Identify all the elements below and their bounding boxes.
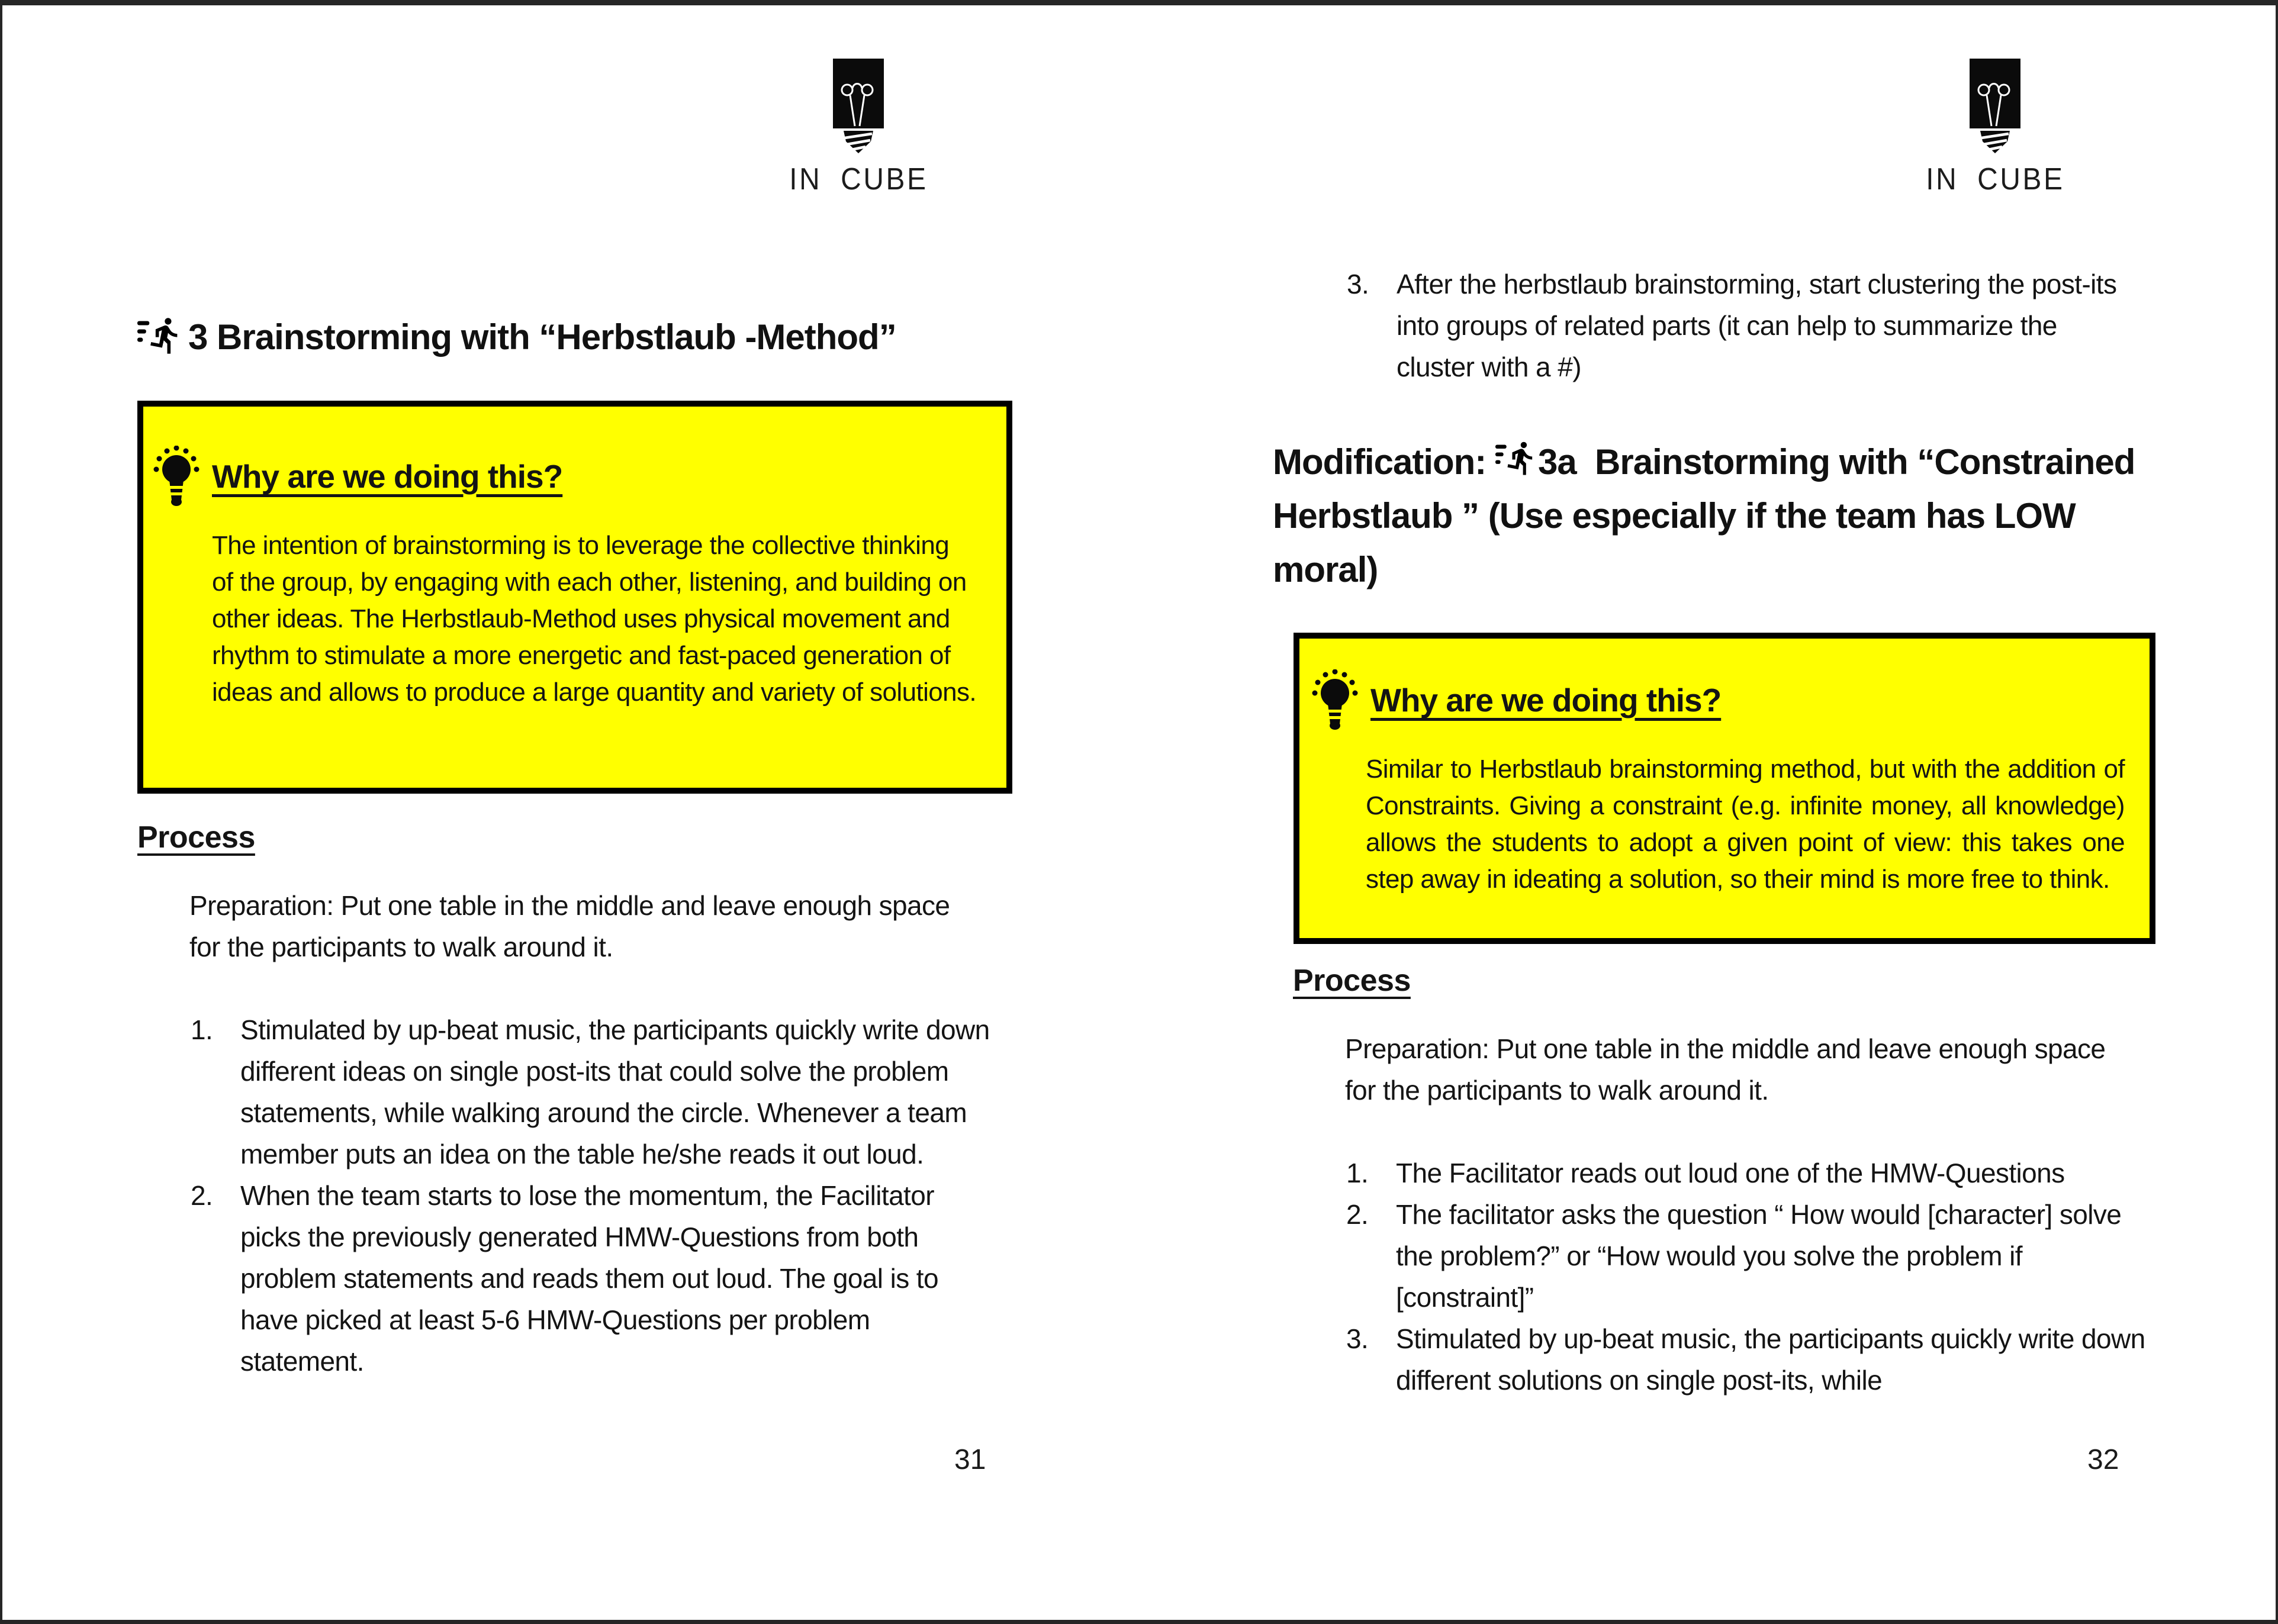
incube-logo bbox=[1919, 59, 2071, 197]
step-number: 2. bbox=[1346, 1199, 1369, 1230]
page-number: 31 bbox=[954, 1444, 986, 1475]
process-heading: Process bbox=[137, 820, 255, 855]
incube-lightbulb-logo-icon bbox=[829, 59, 888, 156]
incube-logo-text: IN CUBE bbox=[789, 162, 928, 196]
section-title-text: 3 Brainstorming with “Herbstlaub -Method” bbox=[188, 317, 896, 357]
step-text: After the herbstlaub brainstorming, start clustering the post-its into groups of related parts (it can help to summarize the cluster with a #) bbox=[1397, 269, 2124, 382]
why-box-body: The intention of brainstorming is to leverage the collective thinking of the group, by engaging with each other, listening, and building on other ideas. The Herbstlaub-Method uses physical movement and rhythm to stimulate a more energetic and fast-paced generation of ideas and allows to produce a large quantity and variety of solutions. bbox=[212, 531, 977, 707]
process-heading: Process bbox=[1293, 964, 1411, 998]
why-box bbox=[137, 401, 1012, 794]
why-box-header bbox=[153, 446, 977, 507]
page-32 bbox=[1139, 5, 2278, 1624]
step-text: The facilitator asks the question “ How would [character] solve the problem?” or “How would you solve the problem if [constraint]” bbox=[1396, 1199, 2129, 1313]
runner-icon bbox=[137, 314, 184, 359]
page-31 bbox=[2, 5, 1141, 1624]
why-box-body: Similar to Herbstlaub brainstorming method, but with the addition of Constraints. Giving a constraint (e.g. infinite money, all knowledge) allows the students to adopt a given point of view: this takes one step away in ideating a solution, so their mind is more free to think. bbox=[1366, 755, 2132, 894]
step-text: When the team starts to lose the momentum, the Facilitator picks the previously generated HMW-Questions from both problem statements and reads them out loud. The goal is to have picked at least 5-6 HMW-Questions per problem statement. bbox=[240, 1180, 946, 1377]
step-text: Stimulated by up-beat music, the participants quickly write down different ideas on single post-its that could solve the problem statements, while walking around the circle. Whenever a team member puts an idea on the table he/she reads it out loud. bbox=[240, 1014, 997, 1169]
process-section bbox=[1293, 963, 2181, 1401]
incube-logo-text: IN CUBE bbox=[1925, 162, 2065, 196]
why-box-heading: Why are we doing this? bbox=[212, 458, 563, 495]
preparation-text: Preparation: Put one table in the middle and leave enough space for the participants to walk around it. bbox=[1345, 1033, 2113, 1106]
why-box-heading: Why are we doing this? bbox=[1370, 682, 1722, 718]
list-item bbox=[191, 1009, 1025, 1175]
step-text: Stimulated by up-beat music, the participants quickly write down different solutions on single post-its, while bbox=[1396, 1323, 2152, 1396]
list-item bbox=[1347, 263, 2139, 388]
process-steps bbox=[1293, 1152, 2181, 1401]
why-box bbox=[1294, 633, 2155, 944]
modification-title bbox=[1273, 435, 2143, 597]
page-number: 32 bbox=[2087, 1444, 2119, 1475]
modification-title-text: 3a Brainstorming with “Constrained Herbstlaub ” (Use especially if the team has LOW moral) bbox=[1273, 442, 2145, 589]
lightbulb-icon bbox=[153, 446, 200, 507]
runner-icon bbox=[1495, 439, 1538, 480]
modification-title-prefix: Modification: bbox=[1273, 442, 1495, 482]
lightbulb-icon bbox=[1311, 669, 1359, 731]
incube-lightbulb-logo-icon bbox=[1965, 59, 2025, 156]
process-steps bbox=[137, 1009, 1025, 1382]
step-number: 1. bbox=[191, 1014, 213, 1045]
incube-logo bbox=[783, 59, 934, 197]
list-item bbox=[1346, 1318, 2181, 1401]
list-item bbox=[1346, 1194, 2181, 1318]
list-item bbox=[191, 1175, 1025, 1382]
step-number: 1. bbox=[1346, 1158, 1369, 1188]
list-item bbox=[1346, 1152, 2181, 1194]
why-box-header bbox=[1311, 669, 2125, 731]
step-number: 3. bbox=[1347, 269, 1369, 299]
step-number: 2. bbox=[191, 1180, 213, 1211]
step-number: 3. bbox=[1346, 1323, 1369, 1354]
section-title bbox=[137, 314, 1037, 359]
preparation-text: Preparation: Put one table in the middle and leave enough space for the participants to walk around it. bbox=[189, 890, 957, 962]
process-section bbox=[137, 820, 1025, 1382]
step-text: The Facilitator reads out loud one of the HMW-Questions bbox=[1396, 1158, 2065, 1188]
